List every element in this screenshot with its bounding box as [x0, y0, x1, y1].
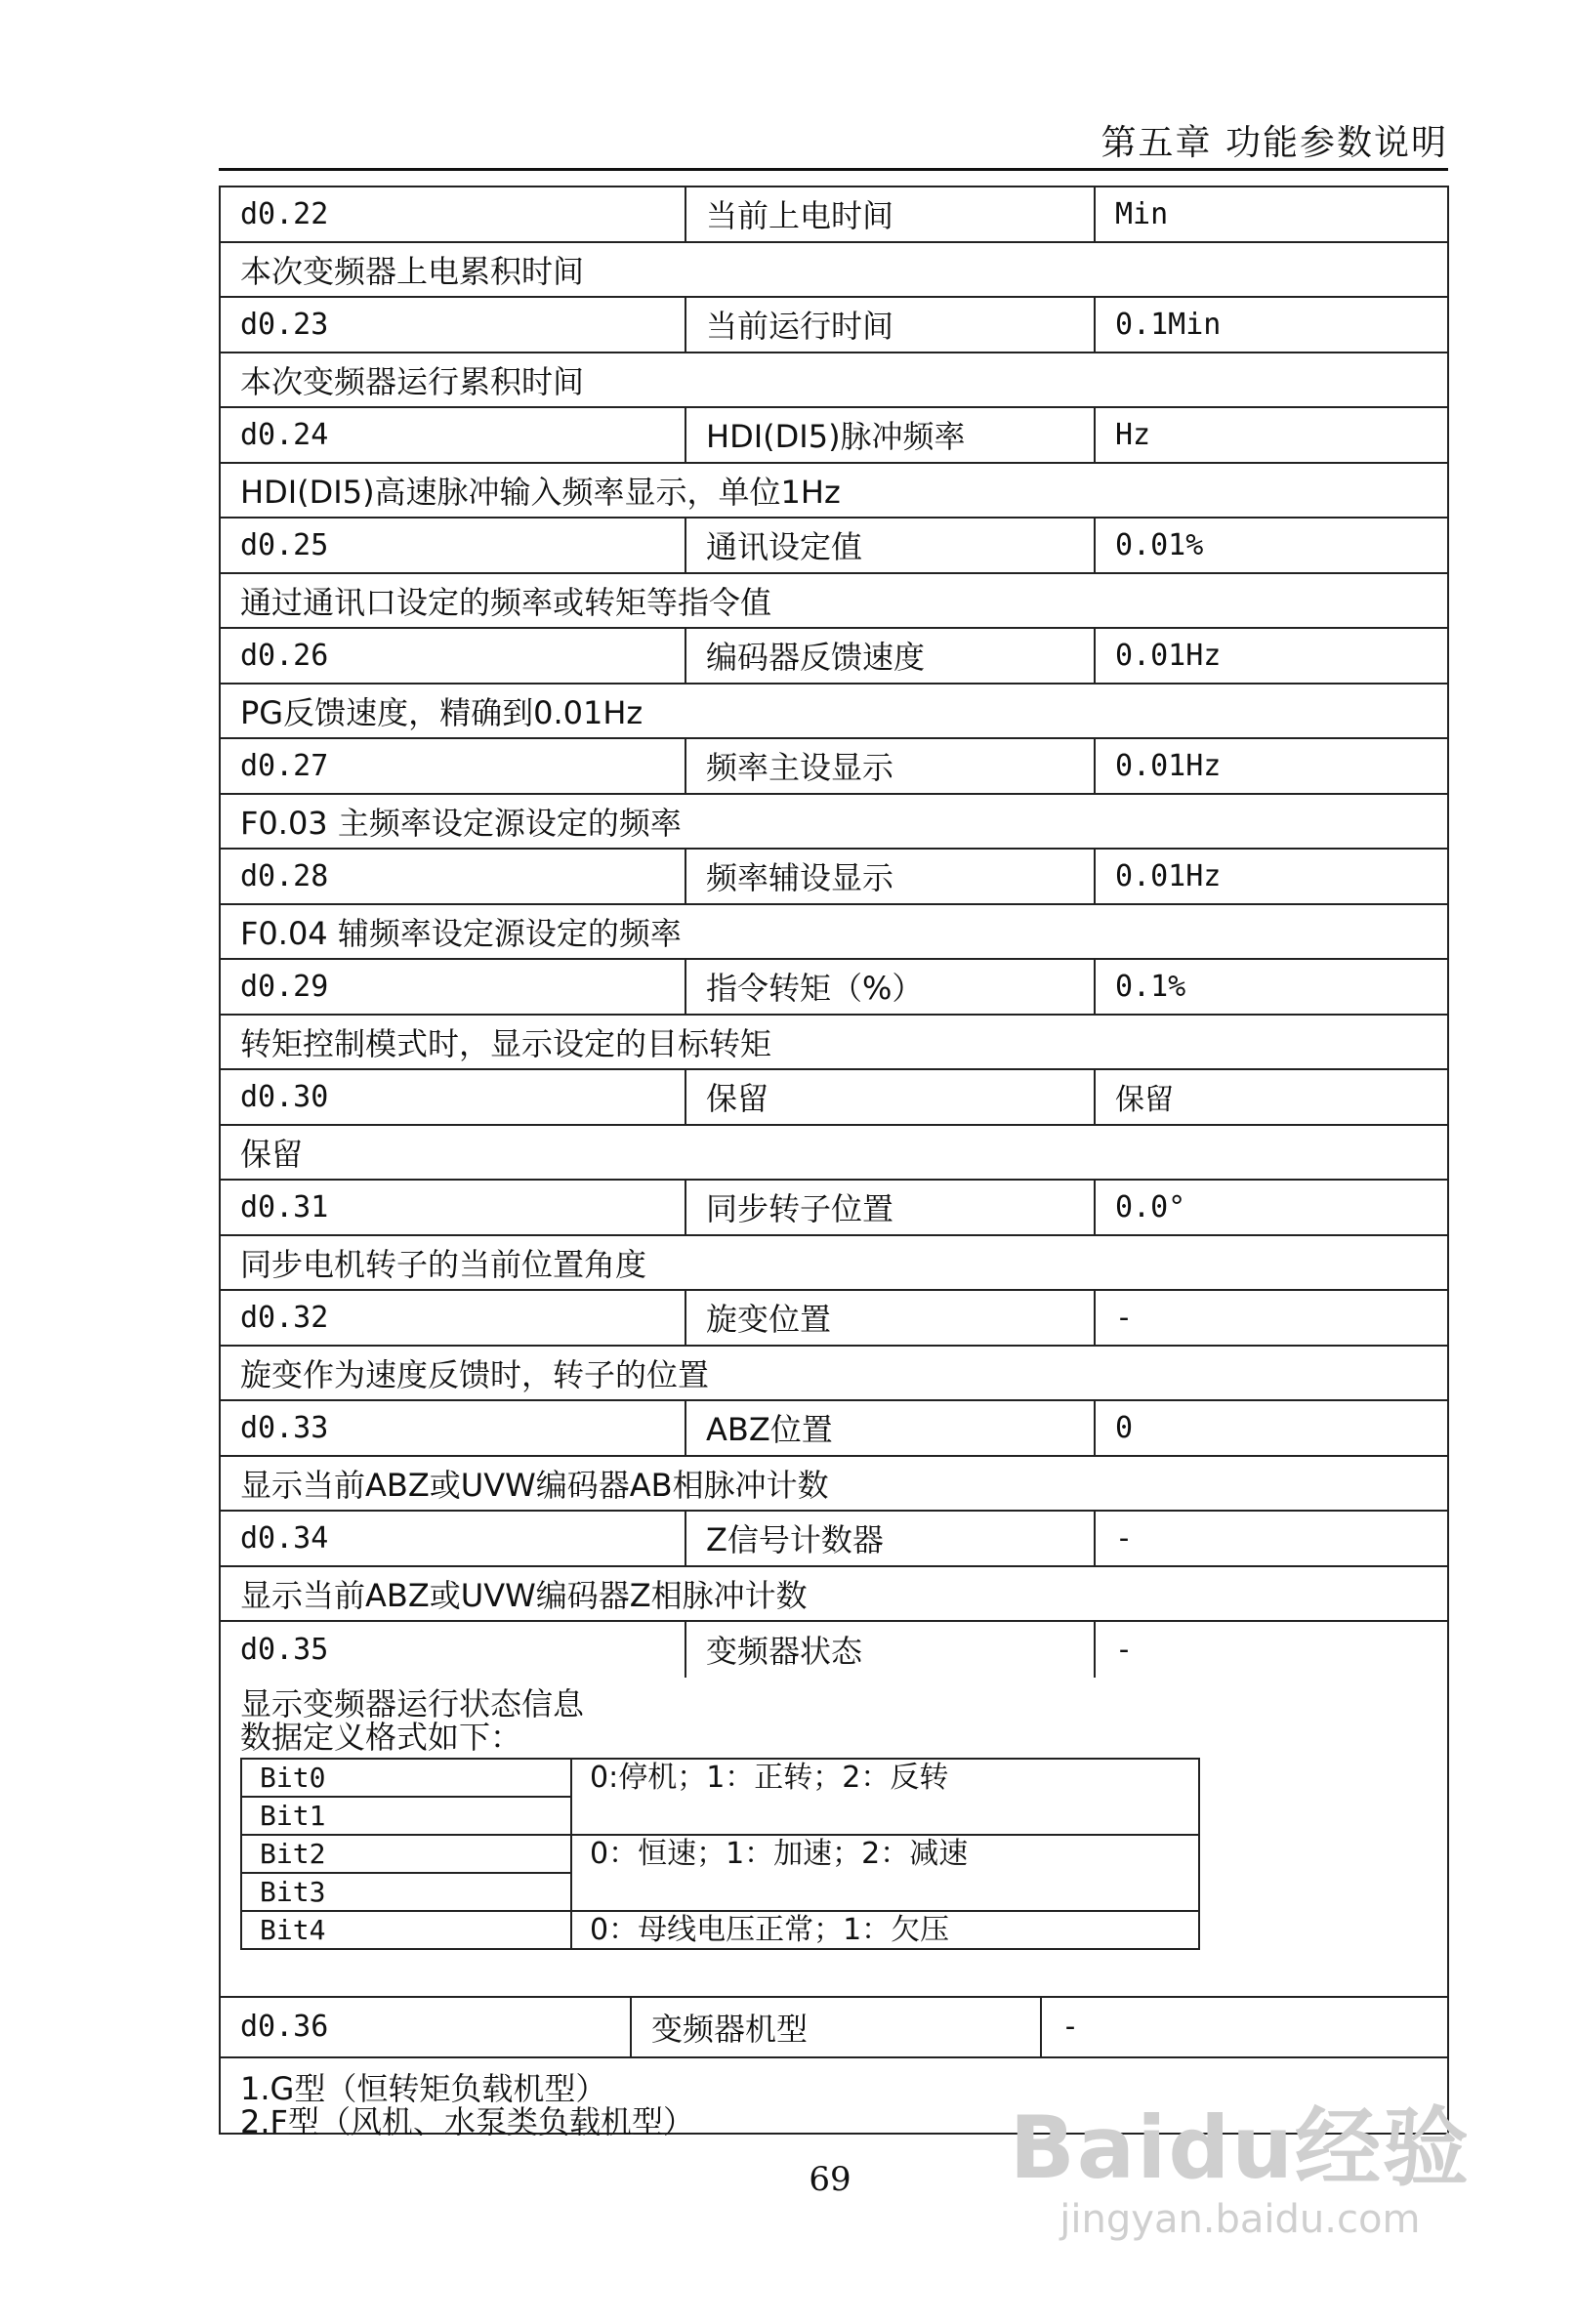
param-name: 编码器反馈速度	[686, 629, 1096, 683]
status-line-2: 数据定义格式如下：	[240, 1718, 522, 1756]
param-unit: 0.01Hz	[1115, 858, 1222, 893]
chapter-title: 第五章 功能参数说明	[1100, 123, 1448, 163]
param-code: d0.27	[221, 739, 686, 793]
bit-label: Bit1	[241, 1797, 571, 1835]
param-description: HDI(DI5)高速脉冲输入频率显示，单位1Hz	[221, 464, 1447, 519]
param-name: 变频器状态	[686, 1622, 1096, 1678]
bit-label: Bit0	[241, 1759, 571, 1797]
bit-meaning: 0：母线电压正常；1：欠压	[571, 1911, 1199, 1949]
param-unit: -	[1061, 2010, 1080, 2044]
param-code: d0.35	[221, 1622, 686, 1678]
param-row-d0-26	[221, 629, 1447, 685]
param-row-d0-33	[221, 1401, 1447, 1457]
param-row-d0-32	[221, 1291, 1447, 1347]
bit-row	[241, 1759, 1199, 1797]
bit-row	[241, 1911, 1199, 1949]
status-description	[221, 1678, 1447, 1998]
param-unit: 0.01Hz	[1115, 748, 1222, 783]
watermark-logo: Baidu经验	[1009, 2097, 1471, 2198]
param-name: ABZ位置	[686, 1401, 1096, 1455]
bit-meaning: 0:停机；1：正转；2：反转	[571, 1759, 1199, 1835]
param-row-d0-24	[221, 408, 1447, 464]
param-code: d0.24	[221, 408, 686, 462]
param-code: d0.23	[221, 298, 686, 352]
bit-label: Bit2	[241, 1835, 571, 1873]
param-name: HDI(DI5)脉冲频率	[686, 408, 1096, 462]
param-unit: 保留	[1115, 1083, 1174, 1118]
param-code: d0.31	[221, 1181, 686, 1234]
param-unit: Min	[1115, 196, 1169, 231]
param-row-d0-27	[221, 739, 1447, 795]
param-description: F0.04 辅频率设定源设定的频率	[221, 905, 1447, 961]
param-name: 旋变位置	[686, 1291, 1096, 1345]
param-code: d0.33	[221, 1401, 686, 1455]
status-line-1: 显示变频器运行状态信息	[240, 1684, 585, 1722]
param-code: d0.25	[221, 519, 686, 572]
param-name: 通讯设定值	[686, 519, 1096, 572]
model-line: 1.G型（恒转矩负载机型）	[240, 2069, 607, 2107]
param-name: 频率辅设显示	[686, 850, 1096, 903]
param-description: 显示当前ABZ或UVW编码器AB相脉冲计数	[221, 1457, 1447, 1513]
param-name: 指令转矩（%）	[686, 960, 1096, 1014]
param-row-d0-35	[221, 1622, 1447, 1678]
bit-row	[241, 1835, 1199, 1873]
param-name: 频率主设显示	[686, 739, 1096, 793]
watermark-url: jingyan.baidu.com	[1059, 2197, 1421, 2242]
param-code: d0.22	[221, 187, 686, 241]
param-row-d0-34	[221, 1512, 1447, 1567]
param-code: d0.30	[221, 1070, 686, 1124]
param-row-d0-31	[221, 1181, 1447, 1236]
param-code: d0.26	[221, 629, 686, 683]
param-description: 本次变频器运行累积时间	[221, 353, 1447, 409]
param-unit: 0.01%	[1115, 527, 1204, 562]
param-row-d0-29	[221, 960, 1447, 1016]
param-name: 当前上电时间	[686, 187, 1096, 241]
baidu-watermark	[1010, 2080, 1471, 2242]
param-code: d0.34	[221, 1512, 686, 1565]
param-row-d0-25	[221, 519, 1447, 574]
param-name: 保留	[686, 1070, 1096, 1124]
param-code: d0.29	[221, 960, 686, 1014]
param-unit: -	[1115, 1632, 1134, 1667]
param-unit: -	[1115, 1520, 1134, 1556]
header-rule	[219, 168, 1448, 171]
param-unit: 0.01Hz	[1115, 638, 1222, 673]
param-description: 本次变频器上电累积时间	[221, 243, 1447, 299]
param-description: 通过通讯口设定的频率或转矩等指令值	[221, 574, 1447, 630]
param-unit: 0	[1115, 1410, 1134, 1445]
parameter-rows	[221, 187, 1447, 1678]
param-unit: Hz	[1115, 417, 1151, 452]
param-description: 转矩控制模式时，显示设定的目标转矩	[221, 1016, 1447, 1071]
param-unit: -	[1115, 1300, 1134, 1335]
page-number: 69	[809, 2160, 851, 2199]
bit-label: Bit3	[241, 1873, 571, 1911]
param-code: d0.36	[221, 1998, 632, 2056]
param-name: 同步转子位置	[686, 1181, 1096, 1234]
param-code: d0.28	[221, 850, 686, 903]
param-name: 当前运行时间	[686, 298, 1096, 352]
model-line: 2.F型（风机、水泵类负载机型）	[240, 2102, 694, 2140]
param-description: PG反馈速度，精确到0.01Hz	[221, 685, 1447, 740]
param-row-d0-22	[221, 187, 1447, 243]
param-description: 保留	[221, 1126, 1447, 1182]
bit-meaning: 0：恒速；1：加速；2：减速	[571, 1835, 1199, 1911]
param-description: 显示当前ABZ或UVW编码器Z相脉冲计数	[221, 1567, 1447, 1623]
param-name: Z信号计数器	[686, 1512, 1096, 1565]
param-description: F0.03 主频率设定源设定的频率	[221, 795, 1447, 851]
parameter-table	[219, 186, 1449, 2140]
param-unit: 0.0°	[1115, 1189, 1186, 1224]
param-unit: 0.1%	[1115, 969, 1186, 1004]
param-unit: 0.1Min	[1115, 307, 1222, 342]
param-row-d0-30	[221, 1070, 1447, 1126]
param-row-d0-28	[221, 850, 1447, 905]
bit-label: Bit4	[241, 1911, 571, 1949]
param-code: d0.32	[221, 1291, 686, 1345]
param-row-d0-36	[221, 1998, 1447, 2058]
param-name: 变频器机型	[632, 1998, 1042, 2056]
param-row-d0-23	[221, 298, 1447, 353]
param-description: 同步电机转子的当前位置角度	[221, 1236, 1447, 1292]
bit-definition-table	[240, 1758, 1200, 1950]
param-description: 旋变作为速度反馈时，转子的位置	[221, 1347, 1447, 1402]
